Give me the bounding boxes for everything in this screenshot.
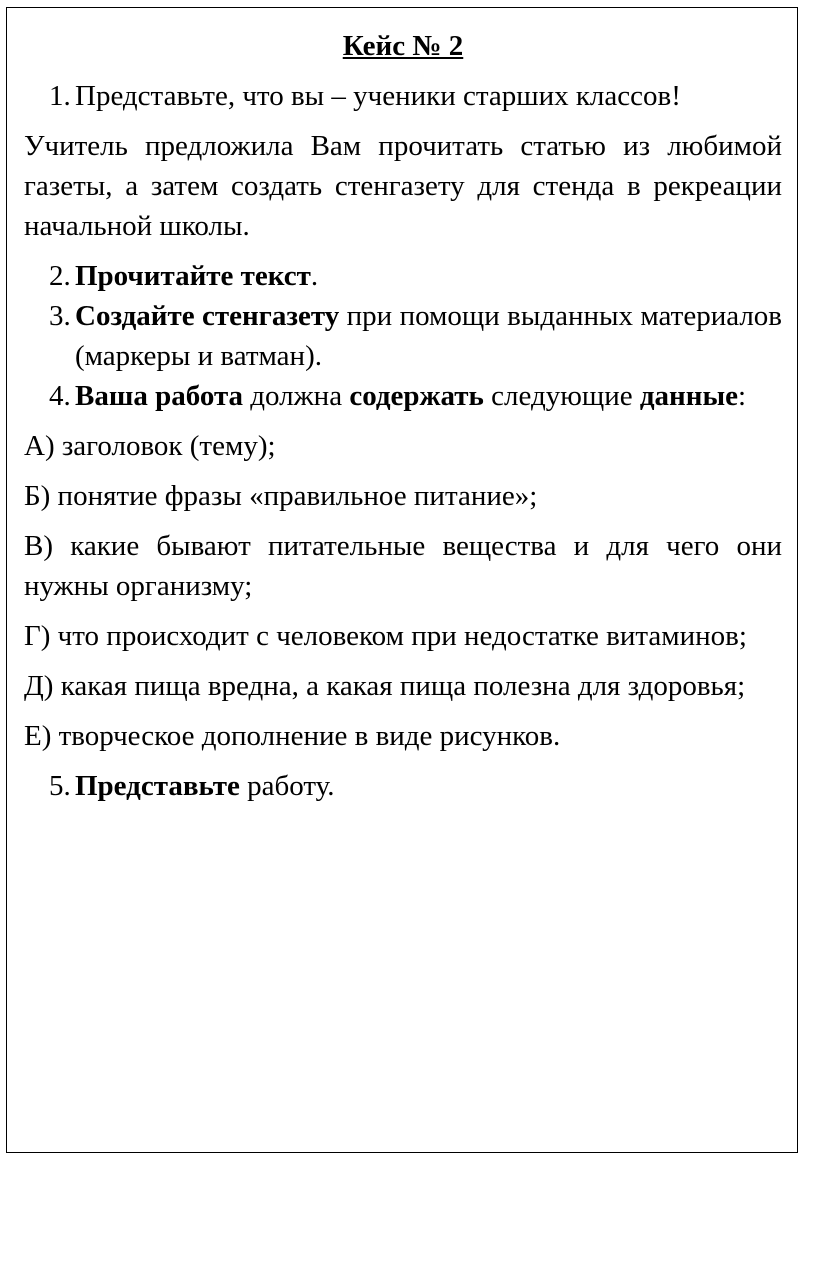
list-number-3: 3. bbox=[49, 300, 71, 332]
requirement-f: Е) творческое дополнение в виде рисунков. bbox=[24, 720, 561, 752]
list-item-5 bbox=[24, 766, 782, 806]
list-number-4: 4. bbox=[49, 380, 71, 412]
intro-paragraph: Учитель предложила Вам прочитать статью из любимой газеты, а затем создать стенгазету для стенда в рекреации начальной школы. bbox=[24, 130, 782, 242]
requirement-a: А) заголовок (тему); bbox=[24, 430, 276, 462]
list-bold-5: Представьте bbox=[75, 770, 240, 802]
list-bold-2: Прочитайте текст bbox=[75, 260, 311, 292]
list-item-1 bbox=[24, 76, 782, 116]
list-item-3 bbox=[24, 296, 782, 376]
list-rest-3: при помощи выданных материалов (маркеры и ватман). bbox=[75, 300, 782, 372]
list-bold-3: Создайте стенгазету bbox=[75, 300, 340, 332]
list-bold-4a: Ваша работа bbox=[75, 380, 244, 412]
list-item-2 bbox=[24, 256, 782, 296]
requirement-c: В) какие бывают питательные вещества и для чего они нужны организму; bbox=[24, 530, 782, 602]
list-item-4 bbox=[24, 376, 782, 416]
list-end-4: : bbox=[738, 380, 747, 412]
requirement-b: Б) понятие фразы «правильное питание»; bbox=[24, 480, 538, 512]
list-text-1: Представьте, что вы – ученики старших классов! bbox=[75, 80, 681, 112]
list-rest-5: работу. bbox=[239, 770, 335, 802]
list-number-1: 1. bbox=[49, 80, 71, 112]
list-number-2: 2. bbox=[49, 260, 71, 292]
requirement-d: Г) что происходит с человеком при недостатке витаминов; bbox=[24, 620, 747, 652]
list-rest-2: . bbox=[310, 260, 319, 292]
list-bold-4b: содержать bbox=[349, 380, 484, 412]
list-number-5: 5. bbox=[49, 770, 71, 802]
list-mid-4: должна bbox=[243, 380, 350, 412]
list-rest-4: следующие bbox=[483, 380, 640, 412]
document-content bbox=[24, 26, 782, 806]
case-title: Кейс № 2 bbox=[342, 30, 464, 62]
requirement-e: Д) какая пища вредна, а какая пища полезна для здоровья; bbox=[24, 670, 746, 702]
list-bold-4c: данные bbox=[639, 380, 738, 412]
